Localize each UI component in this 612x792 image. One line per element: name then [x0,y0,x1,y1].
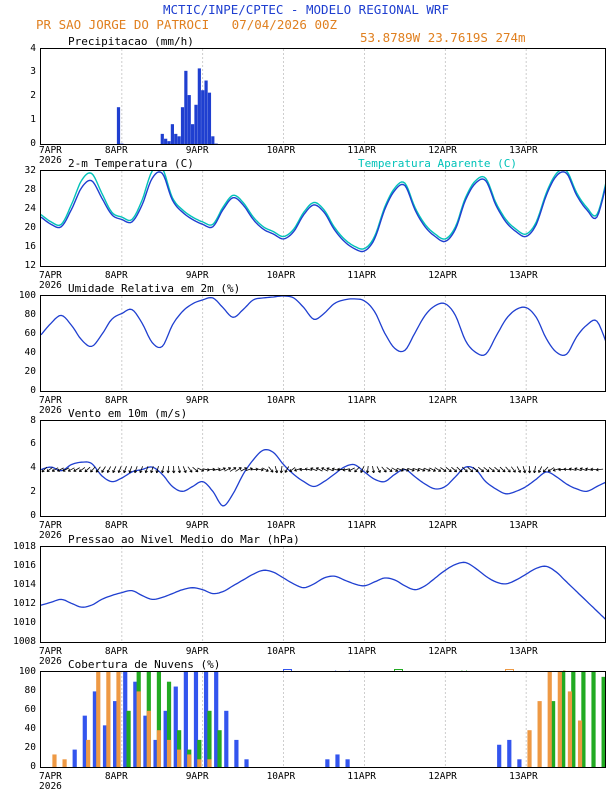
ylabel-wind-4: 0 [30,510,36,521]
ylabel-temp-4: 16 [24,241,36,252]
xtick-label: 7APR [39,395,62,406]
rh-svg [41,296,606,392]
xtick-label: 8APR [104,270,128,281]
plot-vento [40,420,606,517]
xtick-year: 2026 [39,280,62,291]
xtick-label: 13APR [509,646,538,657]
xtick-label: 13APR [509,270,538,281]
ylabel-precip-4: 0 [30,138,36,149]
xtick-label: 8APR [104,395,128,406]
xtick-year: 2026 [39,405,62,416]
coordinates-label: 53.8789W 23.7619S 274m [360,30,526,45]
xtick-label: 8APR [104,646,128,657]
panel-title-temperatura-aparente: Temperatura Aparente (C) [358,157,517,170]
ylabel-precip-3: 1 [30,114,36,125]
ylabel-rh-0: 100 [18,290,36,301]
plot-umidade [40,295,606,392]
ylabel-clouds-5: 0 [30,761,36,772]
xtick-label: 7APR [39,771,62,782]
xtick-label: 11APR [347,646,377,657]
wind-svg [41,421,606,517]
xtick-label: 9APR [185,771,209,782]
ylabel-pres-0: 1018 [13,541,36,552]
plot-pressao [40,546,606,643]
xtick-label: 11APR [347,145,377,156]
pressure-svg [41,547,606,643]
plot-nuvens [40,671,606,768]
ylabel-pres-5: 1008 [13,636,36,647]
xtick-label: 11APR [347,270,377,281]
panel-title-nuvens: Cobertura de Nuvens (%) [68,658,221,671]
ylabel-pres-3: 1012 [13,598,36,609]
xtick-label: 7APR [39,145,62,156]
xtick-label: 11APR [347,771,377,782]
xtick-label: 10APR [266,520,296,531]
xtick-label: 9APR [185,270,209,281]
panel-nuvens [0,658,612,786]
station-label: PR SAO JORGE DO PATROCI 07/04/2026 00Z [36,17,338,32]
ylabel-rh-4: 20 [24,366,36,377]
ylabel-rh-2: 60 [24,328,36,339]
xtick-label: 13APR [509,145,538,156]
panel-title-precipitacao: Precipitacao (mm/h) [68,35,194,48]
xtick-label: 10APR [266,145,296,156]
xtick-label: 11APR [347,520,377,531]
ylabel-precip-2: 2 [30,90,36,101]
ylabel-temp-5: 12 [24,260,36,271]
ylabel-wind-3: 2 [30,486,36,497]
ylabel-rh-3: 40 [24,347,36,358]
xtick-year: 2026 [39,530,62,541]
xtick-label: 13APR [509,520,538,531]
panel-title-vento: Vento em 10m (m/s) [68,407,188,420]
xtick-label: 9APR [185,646,209,657]
panel-temperatura [0,157,612,280]
ylabel-temp-1: 28 [24,184,36,195]
ylabel-pres-1: 1016 [13,560,36,571]
xtick-year: 2026 [39,781,62,792]
xtick-label: 12APR [428,270,457,281]
xtick-label: 12APR [428,520,457,531]
xtick-label: 9APR [185,145,209,156]
xtick-label: 10APR [266,395,296,406]
ylabel-rh-5: 0 [30,385,36,396]
ylabel-clouds-1: 80 [24,685,36,696]
panel-vento [0,407,612,530]
xtick-label: 12APR [428,395,457,406]
ylabel-pres-2: 1014 [13,579,36,590]
xtick-year: 2026 [39,155,62,166]
panel-title-pressao: Pressao ao Nivel Medio do Mar (hPa) [68,533,300,546]
temp-svg [41,171,606,267]
xtick-label: 9APR [185,520,209,531]
ylabel-precip-0: 4 [30,43,36,54]
ylabel-wind-0: 8 [30,415,36,426]
xtick-label: 10APR [266,270,296,281]
xtick-label: 12APR [428,646,457,657]
ylabel-rh-1: 80 [24,309,36,320]
clouds-svg [41,672,606,768]
xtick-label: 12APR [428,771,457,782]
xtick-label: 13APR [509,395,538,406]
xtick-label: 11APR [347,395,377,406]
xtick-label: 13APR [509,771,538,782]
ylabel-temp-3: 20 [24,222,36,233]
xtick-label: 10APR [266,646,296,657]
ylabel-temp-0: 32 [24,165,36,176]
panel-umidade [0,282,612,405]
xtick-label: 8APR [104,145,128,156]
xtick-label: 8APR [104,771,128,782]
ylabel-clouds-0: 100 [18,666,36,677]
xtick-label: 7APR [39,646,62,657]
ylabel-clouds-4: 20 [24,742,36,753]
xtick-label: 7APR [39,520,62,531]
ylabel-wind-2: 4 [30,462,36,473]
xtick-label: 9APR [185,395,209,406]
ylabel-clouds-3: 40 [24,723,36,734]
ylabel-wind-1: 6 [30,438,36,449]
xtick-label: 7APR [39,270,62,281]
ylabel-precip-1: 3 [30,66,36,77]
page-title: MCTIC/INPE/CPTEC - MODELO REGIONAL WRF [163,2,449,17]
panel-title-temperatura: 2-m Temperatura (C) [68,157,194,170]
xtick-label: 10APR [266,771,296,782]
precip-svg [41,49,606,145]
plot-precipitacao [40,48,606,145]
ylabel-clouds-2: 60 [24,704,36,715]
ylabel-pres-4: 1010 [13,617,36,628]
plot-temperatura [40,170,606,267]
ylabel-temp-2: 24 [24,203,36,214]
xtick-label: 12APR [428,145,457,156]
panel-title-umidade: Umidade Relativa em 2m (%) [68,282,241,295]
xtick-label: 8APR [104,520,128,531]
xtick-year: 2026 [39,656,62,667]
